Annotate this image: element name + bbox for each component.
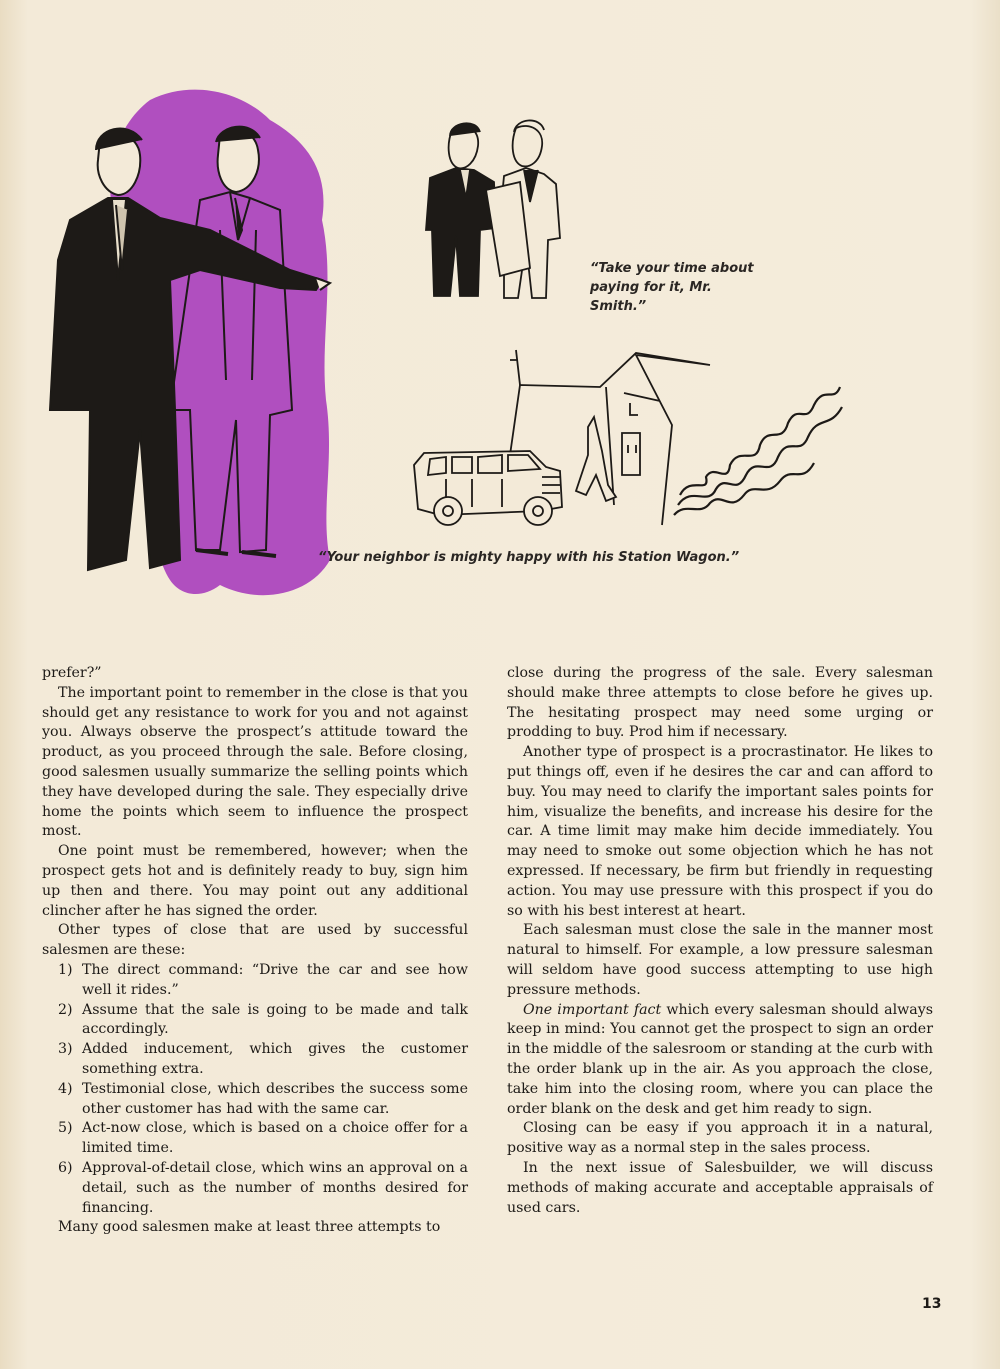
list-number: 1) (58, 961, 73, 978)
paragraph: The important point to remember in the close is that you should get any resistance to work for you and not against you. Always observe the prospect’s attitude toward the product, as you proceed through the sale. Before closing, good salesmen usually summarize the selling points which they have developed during the sale. They especially drive home the points which seem to influence the prospect most. (42, 684, 468, 840)
list-text: The direct command: “Drive the car and see how well it rides.” (82, 961, 468, 998)
list-item (42, 1159, 468, 1218)
paragraph: Closing can be easy if you approach it in a natural, positive way as a normal step in the sales process. (507, 1120, 933, 1157)
list-item (42, 1119, 468, 1159)
salesmen-pointing-illustration (30, 80, 350, 610)
list-number: 2) (58, 1001, 73, 1018)
list-text: Added inducement, which gives the customer something extra. (82, 1041, 468, 1077)
paragraph-text: which every salesman should always keep in mind: You cannot get the prospect to sign an order in the middle of the salesroom or standing at the curb with the order blank up in the air. As you approach the close, take him into the closing room, where you can place the order blank on the desk and get him ready to sign. (507, 1001, 934, 1117)
list-item (42, 1040, 468, 1080)
list-text: Act-now close, which is based on a choice offer for a limited time. (82, 1120, 468, 1157)
list-item (42, 1001, 468, 1041)
caption-mr-smith-line1: “Take your time about (590, 261, 754, 276)
caption-mr-smith-line2: paying for it, Mr. Smith.” (590, 280, 712, 314)
list-number: 3) (58, 1041, 73, 1058)
exhaust-smoke (674, 387, 842, 515)
left-text-column (42, 664, 468, 1238)
list-number: 5) (58, 1120, 73, 1137)
page-number: 13 (922, 1296, 942, 1312)
right-text-column (507, 664, 933, 1218)
paragraph: Many good salesmen make at least three attempts to (58, 1219, 441, 1236)
close-types-list (42, 961, 468, 1218)
caption-station-wagon: “Your neighbor is mighty happy with his Station Wagon.” (318, 550, 740, 565)
paragraph: close during the progress of the sale. Every salesman should make three attempts to close before he gives up. The hesitating prospect may need some urging or prodding to buy. Prod him if necessary. (507, 665, 933, 741)
list-text: Assume that the sale is going to be made and talk accordingly. (82, 1001, 468, 1038)
paragraph: One point must be remembered, however; when the prospect gets hot and is definitely ready to buy, sign him up then and there. You may point out any additional clincher after he has signed the order. (42, 843, 468, 919)
list-item (42, 961, 468, 1001)
list-number: 4) (58, 1080, 73, 1097)
emphasis-text: One important fact (523, 1001, 662, 1018)
list-text: Approval-of-detail close, which wins an approval on a detail, such as the number of months desired for financing. (82, 1159, 468, 1216)
contract-illustration (420, 118, 580, 303)
paragraph: Other types of close that are used by successful salesmen are these: (42, 922, 468, 959)
list-number: 6) (58, 1159, 73, 1176)
station-wagon-house-illustration (410, 345, 870, 540)
continued-text: prefer?” (42, 665, 102, 681)
paragraph: Each salesman must close the sale in the manner most natural to himself. For example, a low pressure salesman will seldom have good success attempting to use high pressure methods. (507, 922, 933, 998)
list-item (42, 1080, 468, 1120)
list-text: Testimonial close, which describes the success some other customer has had with the same car. (82, 1080, 468, 1117)
caption-mr-smith (590, 259, 760, 316)
paragraph: In the next issue of Salesbuilder, we will discuss methods of making accurate and acceptable appraisals of used cars. (507, 1159, 933, 1216)
station-wagon (414, 451, 562, 525)
paragraph (507, 1001, 933, 1120)
paragraph: Another type of prospect is a procrastinator. He likes to put things off, even if he desires the car and can afford to buy. You may need to clarify the important sales points for him, visualize the benefits, and increase his desire for the car. A time limit may make him decide immediately. You may need to smoke out some objection which he has not expressed. If necessary, be firm but friendly in requesting action. You may use pressure with this prospect if you do so with his best interest at heart. (507, 744, 933, 919)
